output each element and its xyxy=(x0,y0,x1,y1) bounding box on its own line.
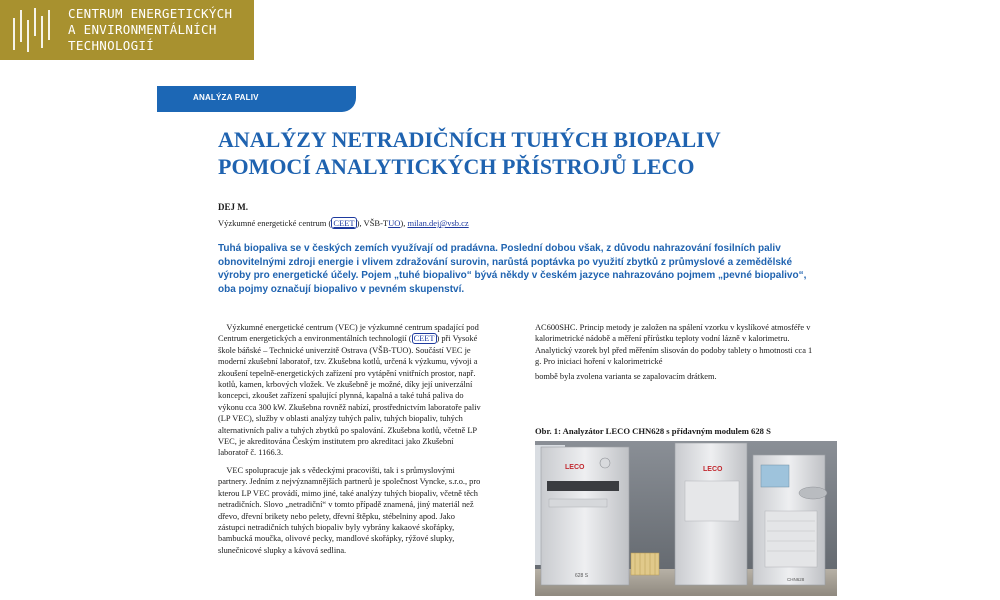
author-name: DEJ M. xyxy=(218,202,248,212)
device-label-1: 628 S xyxy=(575,573,589,579)
email-link[interactable]: milan.dej@vsb.cz xyxy=(407,218,469,228)
logo-bars-icon xyxy=(10,6,58,54)
body-right-column xyxy=(535,322,815,382)
analyzer-left-device xyxy=(541,447,629,585)
ceet-link[interactable]: CEET xyxy=(333,218,355,228)
left-paragraph-1 xyxy=(218,322,484,459)
ceet-link-body[interactable]: CEET xyxy=(413,334,435,344)
affiliation-sep: ), xyxy=(400,218,408,228)
device-brand-1: LECO xyxy=(565,464,585,471)
left-p2-text: VEC spolupracuje jak s vědeckými pracovišti, tak i s průmyslovými partnery. Jedním z nejvýznamnějších partnerů je společnost Vyncke, s.r.o., pro kterou LP VEC provádí, mimo jiné, také analýzy tuhých biopaliv, včetně těch netradičních. Slovo „netradiční“ v tomto případě znamená, jiný materiál než dřevo, dřevní brikety nebo pelety, dřevní štěpku, stébelniny apod. Jako zástupci netradičních tuhých biopaliv byly vybrány kakaové skořápky, bambucká moučka, olivové pecky, mandlové skořápky, rýžové slupky, slunečnicové slupky a kávová sedlina. xyxy=(218,465,481,555)
analyzer-right-device xyxy=(753,455,827,585)
affiliation-middle: ), VŠB-T xyxy=(356,218,389,228)
left-p1-text-a: Výzkumné energetické centrum (VEC) je výzkumné centrum spadající pod Centrum energetických a environmentálních technologií ( xyxy=(218,323,479,344)
left-p1-text-b: ) při Vysoké škole báňské – Technické univerzitě Ostrava (VŠB-TUO). Součástí VEC je moderní zkušební laboratoř, tzv. Zkušebna kotlů, určená k výzkumu, vývoji a zkoušení tepelně-energetických zařízení pro vytápění vnitřních prostor, např. kotlů, kamen, krbových vložek. Ve zkušebně je možné, díky její univerzální koncepci, zkoušet zařízení spalující plynná, kapalná a také tuhá paliva do výkonu cca 300 kW. Zkušebna rovněž nabízí, prostřednictvím laboratoře paliv (LP VEC), služby v oblasti analýzy tuhých paliv, tuhých biopaliv, tuhých alternativních paliv a tuhých zbytků po spalování. Zkušebna kotlů, včetně LP VEC, je akreditována Českým institutem pro akreditaci jako Zkušební laboratoř č. 1166.3. xyxy=(218,334,481,458)
institution-logo xyxy=(0,0,254,60)
title-line-1: ANALÝZY NETRADIČNÍCH TUHÝCH BIOPALIV xyxy=(218,127,721,152)
body-left-column xyxy=(218,322,484,562)
right-paragraph-1: AC600SHC. Princip metody je založen na spálení vzorku v kyslíkové atmosféře v kalorimetrické nádobě a měření přírůstku teploty vodní lázně v kalorimetru. Analytický vzorek byl před měřením slisován do podoby tablety o hmotnosti cca 1 g. Pro iniciaci hoření v kalorimetrické xyxy=(535,323,813,367)
right-paragraph-2: bombě byla zvolena varianta se zapalovacím drátkem. xyxy=(535,371,717,381)
title-line-2: POMOCÍ ANALYTICKÝCH PŘÍSTROJŮ LECO xyxy=(218,154,695,179)
sample-rack xyxy=(631,553,659,575)
device-brand-2: LECO xyxy=(703,466,723,473)
device-label-2: CHN628 xyxy=(787,577,805,582)
affiliation-prefix: Výzkumné energetické centrum ( xyxy=(218,218,332,228)
section-label: ANALÝZA PALIV xyxy=(193,93,259,102)
left-paragraph-2 xyxy=(218,465,484,556)
analyzer-middle-device xyxy=(675,443,747,585)
uo-link[interactable]: UO xyxy=(388,218,401,228)
figure-caption: Obr. 1: Analyzátor LECO CHN628 s přídavným modulem 628 S xyxy=(535,426,771,436)
section-bar xyxy=(157,86,356,112)
figure-photo xyxy=(535,441,837,596)
logo-text: CENTRUM ENERGETICKÝCH A ENVIRONMENTÁLNÍCH TECHNOLOGIÍ xyxy=(68,6,233,53)
affiliation xyxy=(218,218,469,228)
abstract: Tuhá biopaliva se v českých zemích využívají od pradávna. Poslední dobou však, z důvodu nahrazování fosilních paliv obnovitelnými zdroji energie i vlivem zdražování surovin, narůstá poptávka po využití zbytků z průmyslové a zemědělské výroby pro energetické účely. Pojem „tuhé biopalivo“ bývá někdy v českém jazyce nahrazováno pojmem „pevné biopalivo“, oba pojmy označují biopalivo v pevném skupenství. xyxy=(218,243,807,295)
article-title xyxy=(218,126,918,180)
